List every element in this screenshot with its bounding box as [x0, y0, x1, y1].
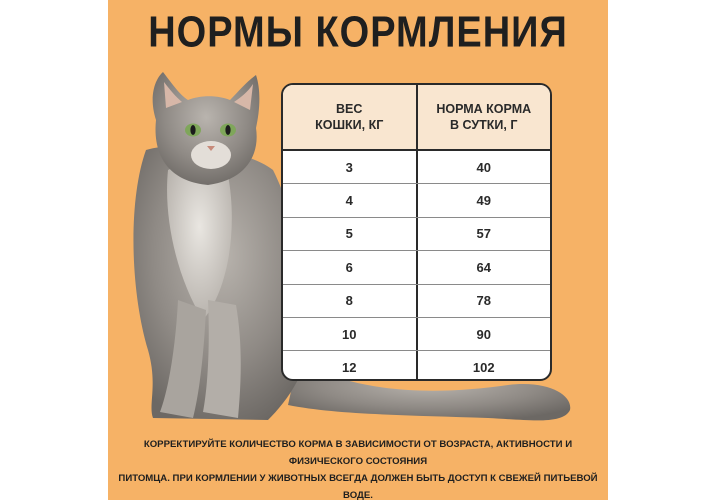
food-norm-cell: 49 [416, 184, 551, 216]
weight-cell: 4 [345, 193, 353, 209]
weight-cell: 10 [342, 326, 357, 342]
food-norm-cell: 102 [416, 351, 551, 381]
page-title: НОРМЫ КОРМЛЕНИЯ [148, 8, 568, 58]
table-header [283, 85, 550, 151]
table-row [283, 250, 550, 283]
footer-line-2: ПИТОМЦА. ПРИ КОРМЛЕНИИ У ЖИВОТНЫХ ВСЕГДА ДОЛЖЕН БЫТЬ ДОСТУП К СВЕЖЕЙ ПИТЬЕВОЙ ВОДЕ. [118, 473, 598, 500]
food-norm-cell: 90 [416, 318, 551, 350]
weight-cell: 5 [345, 226, 353, 242]
weight-cell: 3 [345, 159, 353, 175]
table-row [283, 183, 550, 216]
infographic-canvas [108, 0, 608, 500]
food-norm-cell: 57 [416, 218, 551, 250]
table-body [283, 151, 550, 381]
feeding-table [281, 83, 552, 381]
table-row [283, 217, 550, 250]
table-row [283, 350, 550, 381]
table-row [283, 151, 550, 183]
footer-line-1: КОРРЕКТИРУЙТЕ КОЛИЧЕСТВО КОРМА В ЗАВИСИМОСТИ ОТ ВОЗРАСТА, АКТИВНОСТИ И ФИЗИЧЕСКОГО СОСТОЯНИЯ [143, 439, 573, 467]
table-row [283, 284, 550, 317]
column-header-food-norm: НОРМА КОРМА В СУТКИ, Г [416, 85, 551, 149]
footer-note [108, 436, 608, 500]
food-norm-cell: 64 [416, 251, 551, 283]
weight-cell: 12 [342, 360, 357, 376]
table-row [283, 317, 550, 350]
column-header-weight: ВЕС КОШКИ, КГ [315, 102, 384, 132]
weight-cell: 6 [345, 259, 353, 275]
weight-cell: 8 [345, 293, 353, 309]
food-norm-cell: 40 [416, 151, 551, 183]
food-norm-cell: 78 [416, 285, 551, 317]
